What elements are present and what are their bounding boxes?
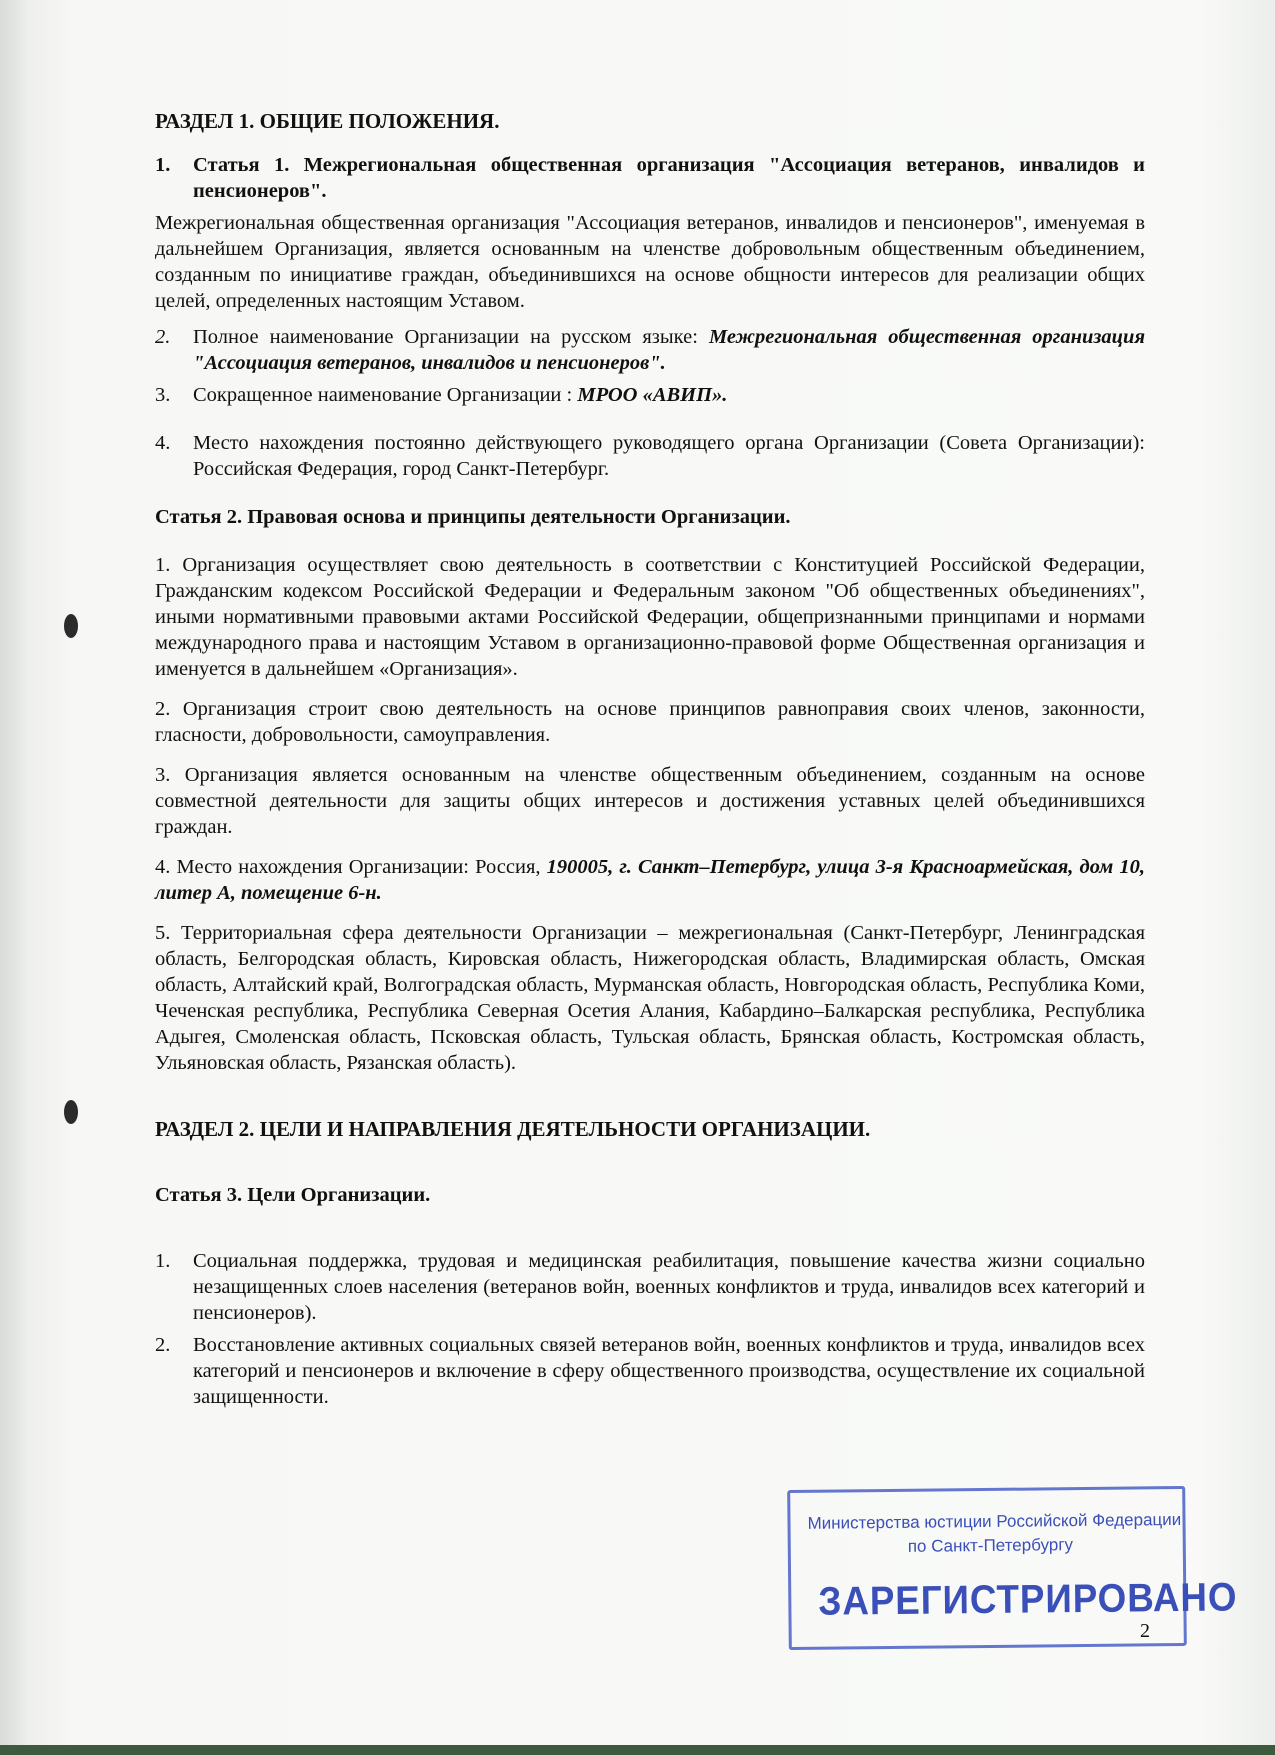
article1-heading [155,152,1145,204]
article2-paragraph-1: 1. Организация осуществляет свою деятельность в соответствии с Конституцией Российской Федерации, Гражданским кодексом Российской Федерации и Федеральным законом "Об общественных объединениях", иными нормативными правовыми актами Российской Федерации, общепризнанными принципами и нормами международного права и настоящим Уставом в организационно-правовой форме Общественная организация и именуется в дальнейшем «Организация». [155,554,1145,680]
goal-2-text: Восстановление активных социальных связей ветеранов войн, военных конфликтов и труда, инвалидов всех категорий и пенсионеров и включение в сферу общественного производства, осуществление их социальной защищенности. [193,1334,1145,1408]
article1-number: 1. [155,154,171,176]
item-3-body [193,382,1145,408]
page-number: 2 [1140,1620,1150,1642]
goal-item-1 [155,1248,1145,1326]
goal-item-2 [155,1332,1145,1410]
stamp-registered: ЗАРЕГИСТРИРОВАНО [818,1575,1238,1624]
item-3-number: 3. [155,384,171,406]
article2-paragraph-4 [155,854,1145,906]
article1-title: Статья 1. Межрегиональная общественная организация "Ассоциация ветеранов, инвалидов и пенсионеров". [193,154,1145,202]
item-4-number: 4. [155,432,171,454]
item-4 [155,430,1145,482]
item-4-text: Место нахождения постоянно действующего руководящего органа Организации (Совета Организации): Российская Федерация, город Санкт-Петербург. [193,432,1145,480]
article2-paragraph-3: 3. Организация является основанным на членстве общественным объединением, созданным на основе совместной деятельности для защиты общих интересов и достижения уставных целей объединившихся граждан. [155,764,1145,838]
punch-hole-bottom [64,1100,78,1124]
location-address: 190005, г. Санкт–Петербург, улица 3-я Красноармейская, дом 10, литер А, помещение 6-н. [155,856,1145,904]
item-2-body [193,324,1145,376]
item-2-number: 2. [155,326,171,348]
item-3-short-name: МРОО «АВИП». [577,384,728,406]
document-text [155,108,1145,1410]
article1-body: Межрегиональная общественная организация "Ассоциация ветеранов, инвалидов и пенсионеров", именуемая в дальнейшем Организация, является основанным на членстве добровольным общественным объединением, созданным по инициативе граждан, объединившихся на основе общности интересов для реализации общих целей, определенных настоящим Уставом. [155,212,1145,312]
article2-paragraph-2: 2. Организация строит свою деятельность на основе принципов равноправия своих членов, законности, гласности, добровольности, самоуправления. [155,698,1145,746]
scan-bottom-edge [0,1745,1275,1755]
item-2-text: Полное наименование Организации на русском языке: [193,326,709,348]
goal-1-text: Социальная поддержка, трудовая и медицинская реабилитация, повышение качества жизни социально незащищенных слоев населения (ветеранов войн, военных конфликтов и труда, инвалидов всех категорий и пенсионеров). [193,1250,1145,1324]
punch-hole-top [64,614,78,638]
goal-1-number: 1. [155,1250,171,1272]
binding-edge [0,0,28,1755]
article2-paragraph-5: 5. Территориальная сфера деятельности Организации – межрегиональная (Санкт-Петербург, Ленинградская область, Белгородская область, Кировская область, Нижегородская область, Владимирская область, Омская область, Алтайский край, Волгоградская область, Мурманская область, Новгородская область, Республика Коми, Чеченская республика, Республика Северная Осетия Алания, Кабардино–Балкарская республика, Республика Адыгея, Смоленская область, Псковская область, Тульская область, Брянская область, Костромская область, Ульяновская область, Рязанская область). [155,922,1145,1074]
location-label: 4. Место нахождения Организации: Россия, [155,856,547,878]
item-2 [155,324,1145,376]
section1-heading: РАЗДЕЛ 1. ОБЩИЕ ПОЛОЖЕНИЯ. [155,109,500,133]
item-2-full-name: Межрегиональная общественная организация "Ассоциация ветеранов, инвалидов и пенсионеров". [193,326,1146,374]
registration-stamp [787,1486,1238,1650]
stamp-ministry: Министерства юстиции Российской Федерации [807,1509,1182,1533]
article2-title: Статья 2. Правовая основа и принципы деятельности Организации. [155,506,791,528]
item-3-text: Сокращенное наименование Организации : [193,384,578,406]
article3-title: Статья 3. Цели Организации. [155,1184,431,1206]
item-3 [155,382,1145,408]
section2-heading: РАЗДЕЛ 2. ЦЕЛИ И НАПРАВЛЕНИЯ ДЕЯТЕЛЬНОСТИ ОРГАНИЗАЦИИ. [155,1117,871,1141]
goal-2-number: 2. [155,1334,171,1356]
stamp-region: по Санкт-Петербургу [907,1535,1074,1556]
